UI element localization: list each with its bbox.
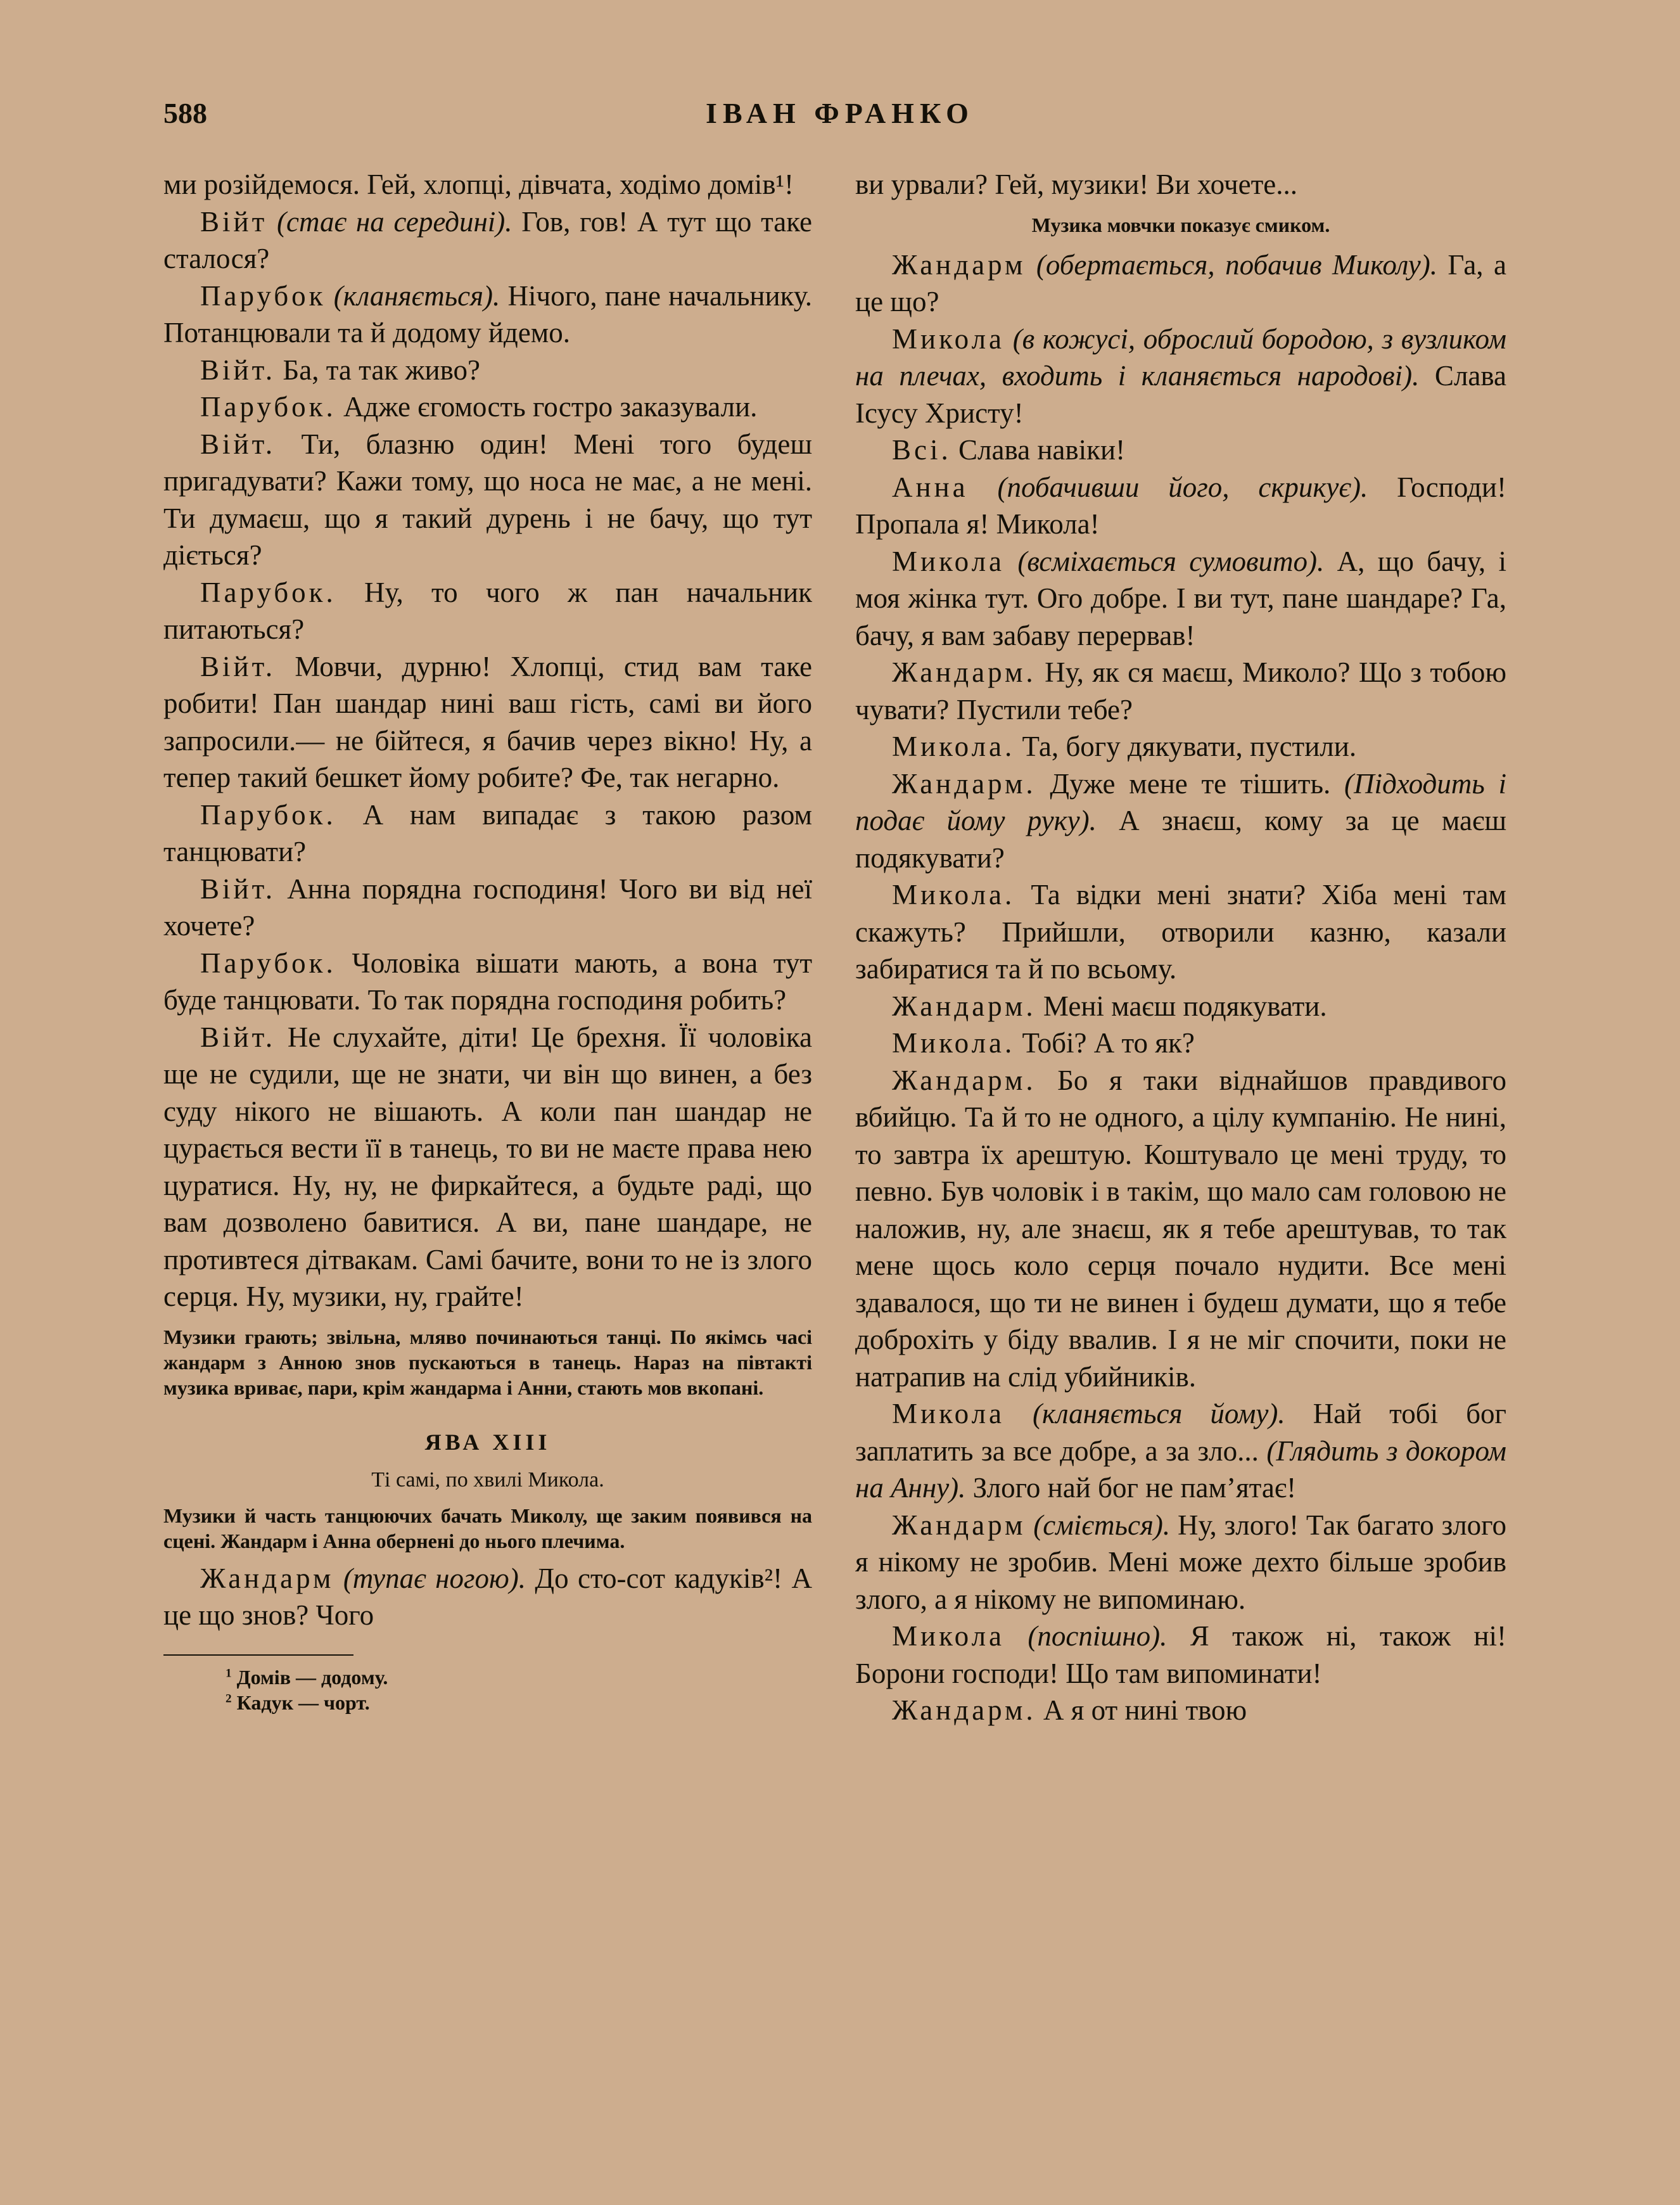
left-column bbox=[163, 166, 812, 1715]
paragraph bbox=[855, 988, 1506, 1025]
speech: Я також ні, також ні! Борони господи! Що там випоминати! bbox=[855, 1620, 1506, 1689]
speech: А, що бачу, і моя жінка тут. Ого добре. І ви тут, пане шандаре? Га, бачу, я вам забаву перервав! bbox=[855, 545, 1506, 651]
paragraph bbox=[855, 246, 1506, 321]
speaker: Війт. bbox=[200, 428, 276, 460]
speaker: Анна bbox=[892, 471, 969, 503]
paragraph bbox=[163, 278, 812, 352]
paragraph bbox=[163, 796, 812, 871]
stage-direction: (стає на середині). bbox=[277, 205, 512, 238]
paragraph bbox=[855, 1062, 1506, 1396]
speech: Мовчи, дурню! Хлопці, стид вам таке робити! Пан шандар нині ваш гість, самі ви його запросили.— не бійтеся, я бачив через вікно! Ну, а тепер такий бешкет йому робите? Фе, так негарно. bbox=[163, 650, 812, 793]
speech: Та відки мені знати? Хіба мені там скажуть? Прийшли, отворили казню, казали забиратися та й по всьому. bbox=[855, 879, 1506, 985]
stage-direction: (сміється). bbox=[1033, 1509, 1171, 1541]
speaker: Микола bbox=[892, 545, 1005, 577]
speech: До сто-сот кадуків²! А це що знов? Чого bbox=[163, 1562, 812, 1631]
paragraph bbox=[855, 431, 1506, 469]
speech: А нам випадає з такою разом танцювати? bbox=[163, 798, 812, 867]
stage-direction-block: Музики грають; звільна, мляво починаються танці. По якімсь часі жандарм з Анною знов пускаються в танець. Нараз на півтакті музика вриває, пари, крім жандарма і Анни, стають мов вкопані. bbox=[163, 1325, 812, 1399]
speaker: Жандарм. bbox=[892, 767, 1036, 800]
speech: Дуже мене те тішить. bbox=[1036, 767, 1331, 800]
stage-direction: (Глядить з докором на Анну). bbox=[855, 1435, 1506, 1504]
speaker: Микола. bbox=[892, 731, 1015, 762]
paragraph bbox=[855, 1025, 1506, 1062]
paragraph bbox=[855, 1507, 1506, 1618]
speech: Чоловіка вішати мають, а вона тут буде танцювати. То так порядна господиня робить? bbox=[163, 947, 812, 1016]
paragraph bbox=[855, 654, 1506, 728]
footnote: $^1$ Домів — додому. bbox=[226, 1665, 388, 1689]
stage-direction-block: Музики й часть танцюючих бачать Миколу, ще заким появився на сцені. Жандарм і Анна обернені до нього плечима. bbox=[163, 1504, 812, 1552]
paragraph bbox=[163, 945, 812, 1019]
speaker: Парубок. bbox=[200, 391, 336, 423]
speaker: Микола bbox=[892, 1398, 1005, 1429]
paragraph bbox=[855, 765, 1506, 877]
speech: Мені маєш подякувати. bbox=[1036, 990, 1327, 1022]
page-number: 588 bbox=[163, 97, 207, 129]
stage-direction: (обертається, побачив Миколу). bbox=[1036, 248, 1437, 281]
speech: Бо я таки віднайшов правдивого вбийцю. Та й то не одного, а цілу кумпанію. Не нині, то завтра їх арештую. Коштувало це мені труду, то певно. Був чоловік і в такім, що мало сам головою не наложив, ну, але знаєш, як я тебе арештував, то так мене щось коло серця почало нудити. Все мені здавалося, що ти не винен і будеш думати, що я тебе доброхіть у біду ввалив. І я не міг спочити, поки не натрапив на слід убийників. bbox=[855, 1064, 1506, 1393]
speech: Ти, блазню один! Мені того будеш пригадувати? Кажи тому, що носа не має, а не мені. Ти думаєш, що я такий дурень і не бачу, що тут діється? bbox=[163, 428, 812, 571]
speaker: Парубок. bbox=[200, 947, 336, 979]
speaker: Микола. bbox=[892, 879, 1015, 911]
speech: Анна порядна господиня! Чого ви від неї хочете? bbox=[163, 872, 812, 942]
paragraph bbox=[855, 543, 1506, 655]
paragraph bbox=[855, 321, 1506, 432]
stage-direction: (всміхається сумовито). bbox=[1017, 545, 1325, 577]
speech: Та, богу дякувати, пустили. bbox=[1015, 731, 1357, 762]
speaker: Жандарм bbox=[892, 248, 1026, 281]
speech: Тобі? А то як? bbox=[1015, 1027, 1195, 1059]
speaker: Війт. bbox=[200, 650, 276, 682]
speech: Нічого, пане начальнику. Потанцювали та й додому йдемо. bbox=[163, 279, 812, 348]
scene-title: ЯВА XIII bbox=[424, 1429, 551, 1455]
speaker: Жандарм. bbox=[892, 656, 1036, 688]
right-column bbox=[855, 166, 1506, 1729]
paragraph bbox=[163, 1560, 812, 1634]
footnote-rule bbox=[163, 1654, 353, 1656]
paragraph bbox=[163, 426, 812, 574]
stage-direction: (поспішно). bbox=[1028, 1620, 1168, 1652]
paragraph bbox=[855, 1618, 1506, 1692]
speaker: Війт bbox=[200, 205, 268, 238]
stage-direction-block: Музика мовчки показує смиком. bbox=[1031, 213, 1330, 236]
paragraph bbox=[855, 469, 1506, 543]
speaker: Микола. bbox=[892, 1027, 1015, 1059]
paragraph bbox=[855, 728, 1506, 765]
speaker: Микола bbox=[892, 323, 1005, 355]
paragraph bbox=[855, 876, 1506, 988]
speaker: Війт. bbox=[200, 1021, 276, 1053]
speaker: Жандарм bbox=[892, 1509, 1026, 1541]
scene-characters: Ті самі, по хвилі Микола. bbox=[371, 1467, 604, 1492]
stage-direction: (побачивши його, скрикує). bbox=[997, 471, 1368, 503]
speech: Ну, як ся маєш, Миколо? Що з тобою чувати? Пустили тебе? bbox=[855, 656, 1506, 725]
speech: Слава Ісусу Христу! bbox=[855, 360, 1506, 429]
paragraph bbox=[163, 574, 812, 648]
paragraph bbox=[163, 648, 812, 796]
paragraph bbox=[163, 1019, 812, 1315]
speaker: Жандарм. bbox=[892, 1064, 1036, 1096]
running-title: ІВАН ФРАНКО bbox=[706, 97, 974, 129]
speech: Ну, то чого ж пан начальник питаються? bbox=[163, 576, 812, 645]
paragraph: ви урвали? Гей, музики! Ви хочете... bbox=[855, 169, 1297, 200]
stage-direction: (кланяється йому). bbox=[1033, 1398, 1285, 1429]
paragraph bbox=[163, 388, 812, 426]
paragraph bbox=[163, 871, 812, 945]
speaker: Жандарм. bbox=[892, 1694, 1036, 1726]
speech: Ба, та так живо? bbox=[276, 354, 481, 386]
paragraph: ми розійдемося. Гей, хлопці, дівчата, ходімо домів¹! bbox=[163, 169, 794, 200]
paragraph bbox=[855, 1395, 1506, 1507]
speech: Адже єгомость гостро заказували. bbox=[336, 391, 758, 423]
speech: Ну, злого! Так багато злого я нікому не зробив. Мені може дехто більше зробив злого, а я нікому не випоминаю. bbox=[855, 1509, 1507, 1615]
paragraph bbox=[163, 352, 812, 389]
speaker: Парубок bbox=[200, 279, 326, 312]
speech: А я от нині твою bbox=[1036, 1694, 1247, 1726]
speaker: Парубок. bbox=[200, 576, 336, 608]
stage-direction: (в кожусі, оброслий бородою, з вузликом на плечах, входить і кланяється народові). bbox=[855, 323, 1506, 392]
speech: Злого най бог не пам’ятає! bbox=[965, 1472, 1297, 1504]
speech: А знаєш, кому за це маєш подякувати? bbox=[855, 805, 1506, 874]
speech: Най тобі бог заплатить за все добре, а за зло... bbox=[855, 1398, 1506, 1467]
speaker: Жандарм bbox=[200, 1562, 334, 1594]
speech: Не слухайте, діти! Це брехня. Її чоловіка ще не судили, ще не знати, чи він що винен, а без суду нікого не вішають. А коли пан шандар не цурається вести її в танець, то ви не маєте права нею цуратися. Ну, ну, не фиркайтеся, а будьте раді, що вам дозволено бавитися. А ви, пане шандаре, не противтеся дітвакам. Самі бачите, вони то не із злого серця. Ну, музики, ну, грайте! bbox=[163, 1021, 812, 1312]
speaker: Війт. bbox=[200, 354, 276, 386]
stage-direction: (кланяється). bbox=[333, 279, 500, 312]
speaker: Микола bbox=[892, 1620, 1005, 1652]
speech: Гов, гов! А тут що таке сталося? bbox=[163, 205, 813, 274]
paragraph bbox=[855, 1692, 1506, 1729]
stage-direction: (Підходить і подає йому руку). bbox=[855, 767, 1506, 836]
speech: Господи! Пропала я! Микола! bbox=[855, 471, 1507, 540]
page-header bbox=[163, 96, 1517, 141]
speech: Слава навіки! bbox=[951, 434, 1126, 466]
stage-direction: (тупає ногою). bbox=[343, 1562, 526, 1594]
speaker: Війт. bbox=[200, 872, 276, 905]
speaker: Жандарм. bbox=[892, 990, 1036, 1022]
speaker: Парубок. bbox=[200, 798, 336, 831]
footnote: $^2$ Кадук — чорт. bbox=[226, 1690, 370, 1714]
paragraph bbox=[163, 203, 812, 278]
speaker: Всі. bbox=[892, 434, 951, 466]
speech: Га, а це що? bbox=[855, 248, 1507, 317]
